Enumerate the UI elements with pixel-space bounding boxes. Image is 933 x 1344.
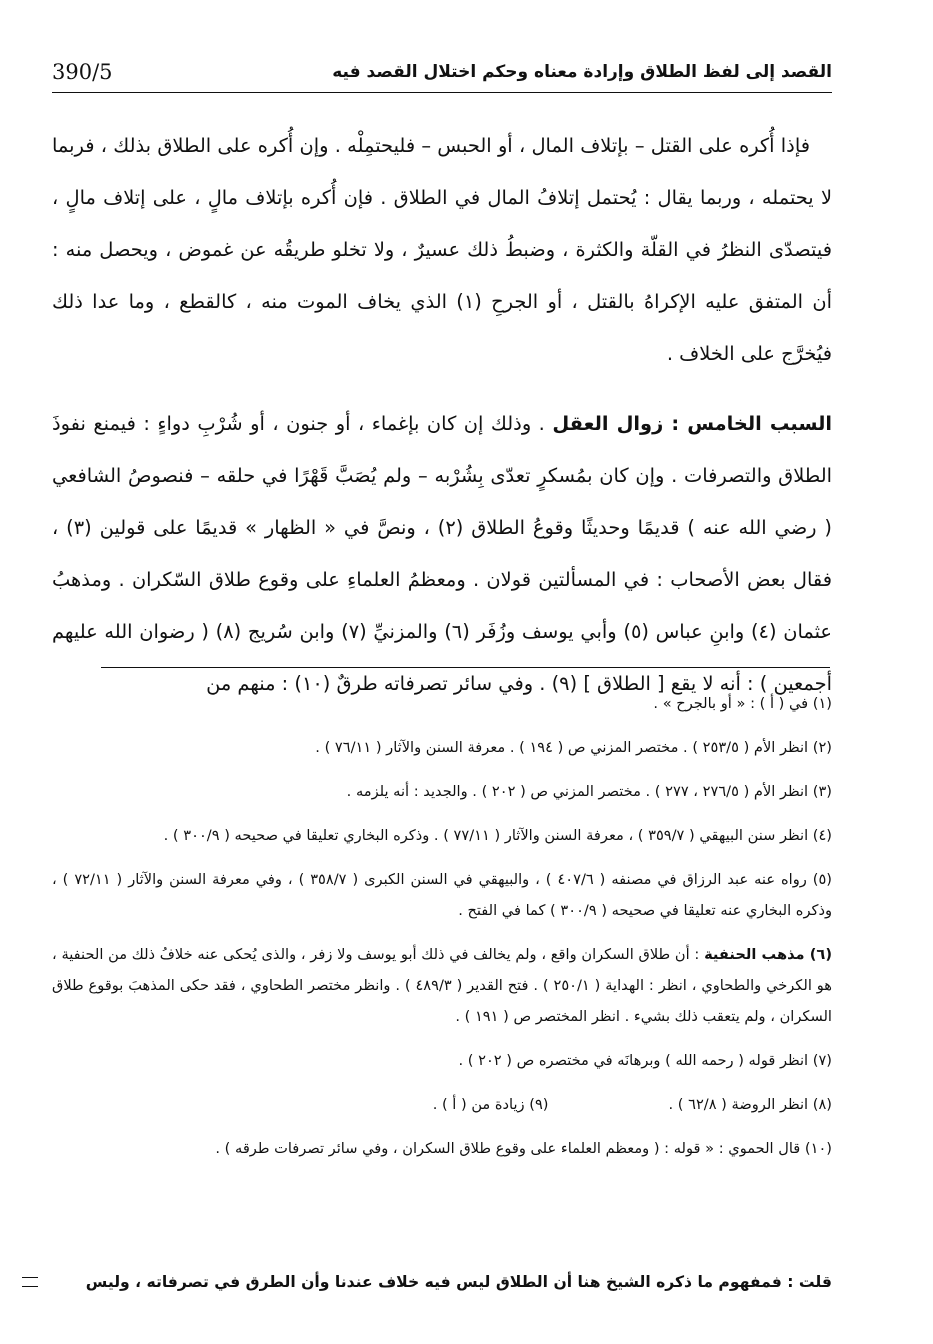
footnote-2: (٢) انظر الأم ( ٢٥٣/٥ ) . مختصر المزني ص ( ١٩٤ ) . معرفة السنن والآثار ( ٧٦/١١ ) . xyxy=(315,739,832,756)
page-number: 390/5 xyxy=(52,60,113,84)
footnote-7: (٧) انظر قوله ( رحمه الله ) وبرهانَه في مختصره ص ( ٢٠٢ ) . xyxy=(458,1052,832,1069)
footnote-1: (١) في ( أ ) : « أو بالجرح » . xyxy=(653,695,832,712)
footnote-8: (٨) انظر الروضة ( ٦٢/٨ ) . xyxy=(668,1096,832,1113)
footnote-5: (٥) رواه عنه عبد الرزاق في مصنفه ( ٤٠٧/٦ ) ، والبيهقي في السنن الكبرى ( ٣٥٨/٧ ) ، وفي معرفة السنن والآثار ( ٧٢/١١ ) ، وذكره البخاري عنه تعليقا في صحيحه ( ٣٠٠/٩ ) كما في الفتح . xyxy=(52,871,832,919)
footnotes xyxy=(52,688,832,1177)
closing-note: قلت : فمفهوم ما ذكره الشيخ هنا أن الطلاق ليس فيه خلاف عندنا وأن الطرق في تصرفاته ، وليس xyxy=(85,1273,832,1291)
paragraph-loss-of-reason xyxy=(52,398,832,710)
running-header xyxy=(52,62,832,93)
header-title: القصد إلى لفظ الطلاق وإرادة معناه وحكم اختلال القصد فيه xyxy=(332,62,832,82)
footnote-4: (٤) انظر سنن البيهقي ( ٣٥٩/٧ ) ، معرفة السنن والآثار ( ٧٧/١١ ) . وذكره البخاري تعليقا في صحيحه ( ٣٠٠/٩ ) . xyxy=(163,827,832,844)
section-heading: السبب الخامس : زوال العقل xyxy=(552,412,832,435)
footnote-6-label: (٦) مذهب الحنفية xyxy=(704,946,832,963)
footnote-9: (٩) زيادة من ( أ ) . xyxy=(432,1096,549,1113)
footnote-6 xyxy=(52,939,832,1032)
continuation-mark xyxy=(22,1277,38,1287)
footnote-3: (٣) انظر الأم ( ٢٧٦/٥ ، ٢٧٧ ) . مختصر المزني ص ( ٢٠٢ ) . والجديد : أنه يلزمه . xyxy=(346,783,832,800)
main-text xyxy=(52,120,832,710)
paragraph-coercion: فإذا أُكره على القتل – بإتلاف المال ، أو الحبس – فليحتمِلْه . وإن أُكره على الطلاق بذلك ، فربما لا يحتمله ، وربما يقال : يُحتمل إتلافُ المال في الطلاق . فإن أُكره بإتلاف مالٍ ، على إتلاف مالٍ ، فيتصدّى النظرُ في القلّة والكثرة ، وضبطُ ذلك عسيرٌ ، ولا تخلو طريقُه عن غموض ، ويحصل منه : أن المتفق عليه الإكراهُ بالقتل ، أو الجرحِ (١) الذي يخاف الموت منه ، كالقطع ، وما عدا ذلك فيُخرَّج على الخلاف . xyxy=(52,134,832,365)
paragraph-loss-of-reason-text: . وذلك إن كان بإغماء ، أو جنون ، أو شُرْبِ دواءٍ : فيمنع نفوذَ الطلاق والتصرفات . وإن كان بمُسكرٍ تعدّى بِشُرْبه – ولم يُصَبَّ قَهْرًا في حلقه – فنصوصُ الشافعي ( رضي الله عنه ) قديمًا وحديثًا وقوعُ الطلاق (٢) ، ونصَّ في « الظهار » قديمًا على قولين (٣) ، فقال بعض الأصحاب : في المسألتين قولان . ومعظمُ العلماءِ على وقوع طلاق السّكران . ومذهبُ عثمان (٤) وابنِ عباس (٥) وأبي يوسف وزُفَر (٦) والمزنيِّ (٧) وابن سُريج (٨) ( رضوان الله عليهم أجمعين ) : أنه لا يقع [ الطلاق ] (٩) . وفي سائر تصرفاته طرقٌ (١٠) : منهم من xyxy=(52,412,833,695)
footnote-row-8-9 xyxy=(52,1089,832,1120)
footnote-separator xyxy=(101,667,830,668)
footnote-6-text: : أن طلاق السكران واقع ، ولم يخالف في ذلك أبو يوسف ولا زفر ، والذى يُحكى عنه خلافُ ذلك من الحنفية ، هو الكرخي والطحاوي ، انظر : الهداية ( ٢٥٠/١ ) . فتح القدير ( ٤٨٩/٣ ) . وانظر مختصر الطحاوي ، فقد حكى المذهبَ بوقوع طلاق السكران ، ولم يتعقب ذلك بشيء . انظر المختصر ص ( ١٩١ ) . xyxy=(52,946,832,1025)
footnote-10: (١٠) قال الحموي : « قوله : ( ومعظم العلماء على وقوع طلاق السكران ، وفي سائر تصرفات طرقه ) . xyxy=(215,1140,832,1157)
